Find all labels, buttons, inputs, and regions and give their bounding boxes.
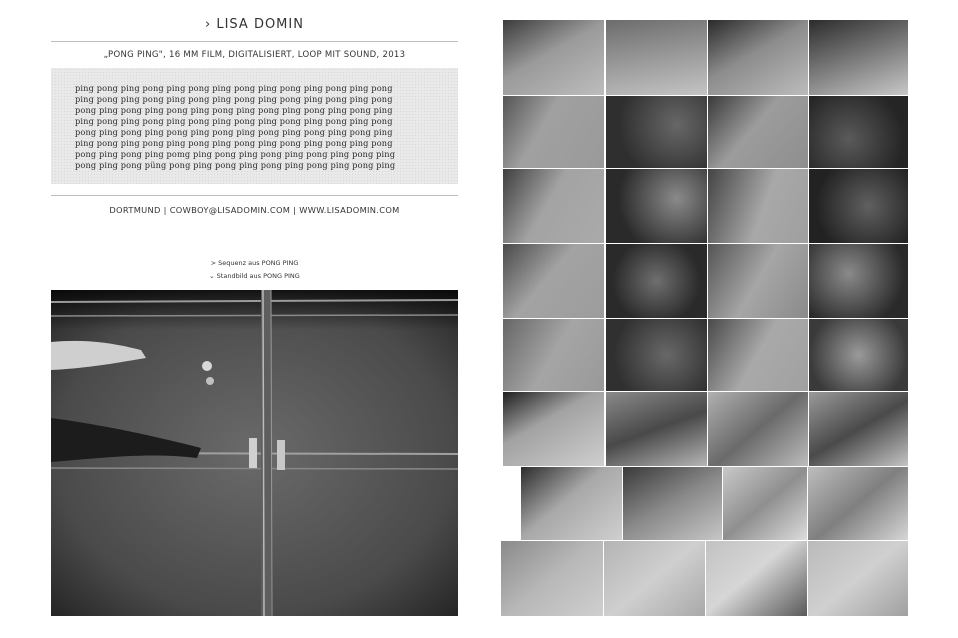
sequence-link[interactable]: > Sequenz aus PONG PING: [210, 259, 299, 267]
text-line: ping pong ping pong ping pong ping pong ping pong ping pong ping pong: [75, 83, 393, 93]
film-frame: [808, 467, 908, 540]
text-line: pong ping pong ping pong ping pong ping pong ping pong ping pong ping: [75, 105, 393, 115]
film-frame: [503, 244, 604, 318]
film-frame: [606, 319, 707, 391]
divider: [51, 195, 458, 196]
film-frame: [503, 96, 604, 168]
film-frame: [809, 319, 908, 391]
film-frame: [606, 20, 707, 95]
film-frame: [808, 541, 908, 616]
film-frame: [706, 541, 807, 616]
text-line: ping pong ping pong ping pong ping pong ping pong ping pong ping pong: [75, 94, 393, 104]
film-frame: [503, 319, 604, 391]
film-frame: [606, 169, 707, 243]
film-frame: [708, 20, 808, 95]
text-line: pong ping pong ping pong ping pong ping pong ping pong ping pong ping: [75, 127, 393, 137]
film-frame: [708, 169, 808, 243]
film-frame: [503, 169, 604, 243]
film-frame: [606, 244, 707, 318]
film-frame: [809, 244, 908, 318]
still-image-pong-ping: [51, 290, 458, 616]
film-frame: [623, 467, 722, 540]
film-frame: [708, 319, 808, 391]
still-photo: [51, 290, 458, 616]
contact-line[interactable]: DORTMUND | COWBOY@LISADOMIN.COM | WWW.LISADOMIN.COM: [109, 205, 400, 215]
work-subtitle: „PONG PING", 16 MM FILM, DIGITALISIERT, LOOP MIT SOUND, 2013: [103, 50, 406, 60]
left-column: [51, 0, 458, 638]
film-frame: [501, 541, 603, 616]
text-line: pong ping pong ping pomg ping pong ping pong ping pong ping pong ping: [75, 149, 396, 159]
film-frame: [604, 541, 705, 616]
film-frame: [809, 20, 908, 95]
text-line: ping pong ping pong ping pong ping pong ping pong ping pong ping pong: [75, 116, 393, 126]
page-title: › LISA DOMIN: [205, 17, 304, 32]
film-frame: [723, 467, 807, 540]
film-frame: [521, 467, 622, 540]
film-frame: [606, 392, 707, 466]
ping-pong-text-block: [51, 68, 458, 184]
film-frame: [708, 392, 808, 466]
still-link[interactable]: ⌄ Standbild aus PONG PING: [209, 272, 300, 280]
film-frame: [503, 20, 604, 95]
text-line: pong ping pong püng pong ping pong ping pong ping pong ping pong ping: [75, 160, 396, 170]
film-frame: [503, 392, 604, 466]
film-frame: [809, 392, 908, 466]
film-frame: [606, 96, 707, 168]
divider: [51, 41, 458, 42]
film-frame: [708, 96, 808, 168]
film-frame: [809, 96, 908, 168]
film-frame: [708, 244, 808, 318]
film-strip-grid: [501, 20, 908, 616]
text-line: ping pong ping pong ping pong ping pong ping pong ping pong ping pong: [75, 138, 393, 148]
film-frame: [809, 169, 908, 243]
